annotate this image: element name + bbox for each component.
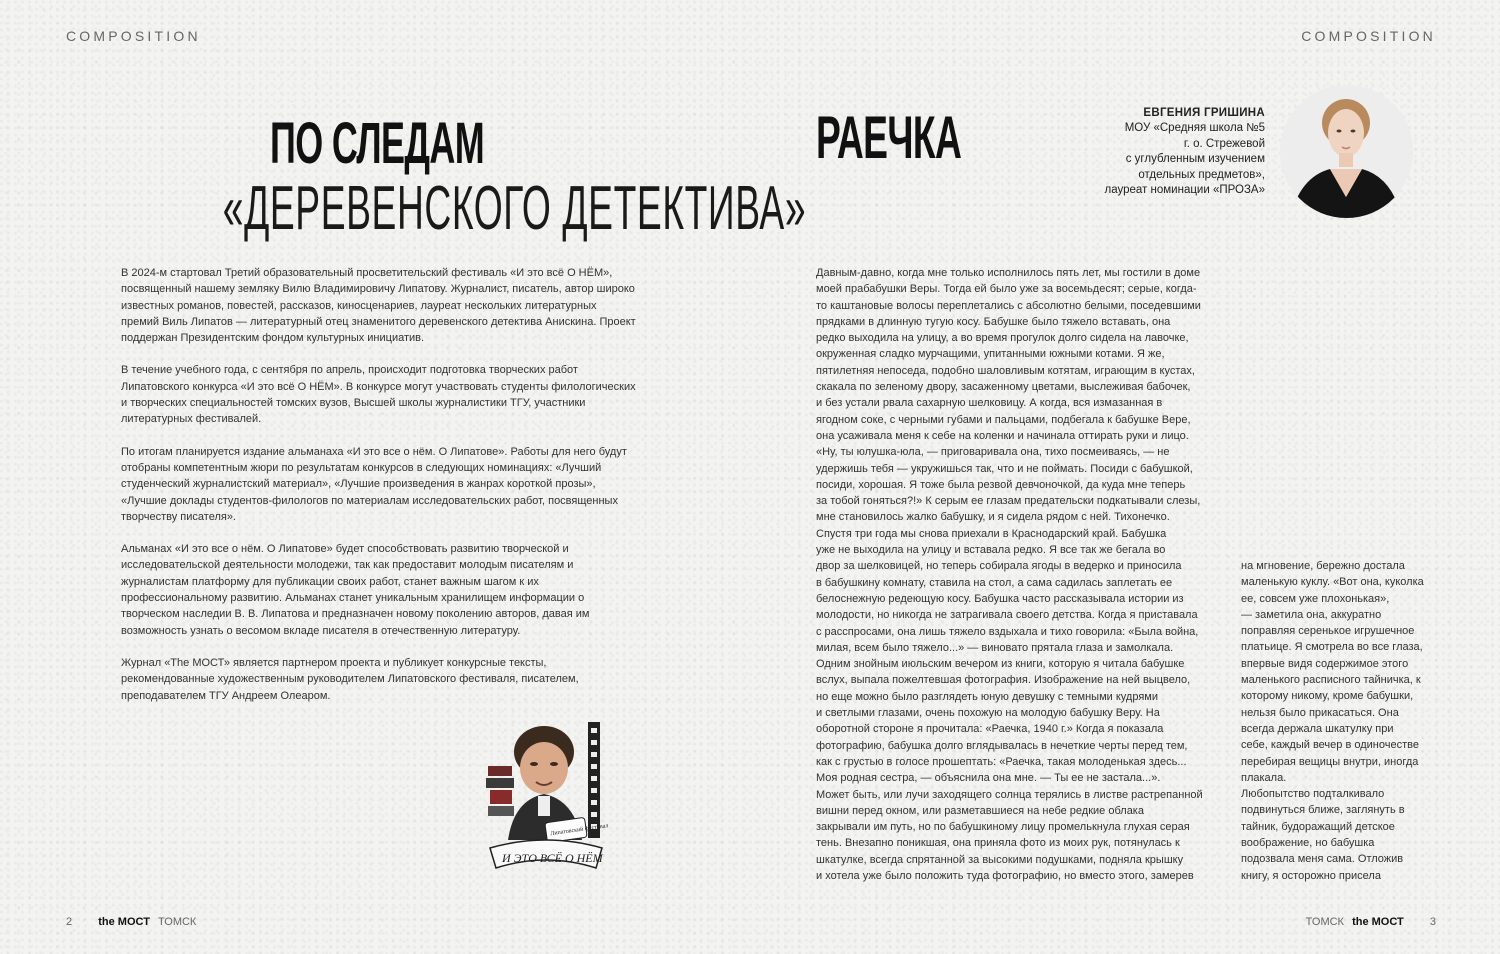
story-line: редко выходила на улицу, а во время прогулок долго сидела на лавочке,	[816, 332, 1189, 345]
story-line: тень. Внезапно поникшая, она приняла фото из моих рук, потянулась к	[816, 837, 1180, 850]
story-line: «Ну, ты юлушка-юла, — приговаривала она, тихо посмеиваясь, — не	[816, 446, 1170, 459]
story-line: удержишь тебя — укружишься так, что и не поймать. Посиди с бабушкой,	[816, 462, 1193, 475]
story-line: пятилетняя непоседа, подобно шаловливым котятам, играющим в кустах,	[816, 364, 1195, 377]
emblem-banner-text: И ЭТО ВСЁ О НЁМ	[502, 851, 603, 865]
left-title	[120, 111, 807, 243]
story-line: перебирая вещицы внутри, иногда	[1241, 755, 1419, 768]
story-line: шкатулке, всегда спрятанной за высокими подушками, подняла крышку	[816, 853, 1184, 866]
story-line: но еще можно было разглядеть юную девушку с темными кудрями	[816, 690, 1158, 703]
author-line: лауреат номинации «ПРОЗА»	[1104, 184, 1265, 197]
story-line: милая, всем было тяжело...» — виновато прятала глаза и замолкала.	[816, 641, 1174, 654]
story-line: двор за шелковицей, но теперь собирала ягоды в ведерко и приносила	[816, 560, 1182, 573]
story-line: и без устали рвала сахарную шелковицу. А когда, вся измазанная в	[816, 397, 1163, 410]
left-article-body	[121, 265, 636, 720]
story-line: и светлыми глазами, очень похожую на молодую бабушку Веру. На	[816, 707, 1160, 720]
story-line: белоснежную редеющую косу. Бабушка часто рассказывала истории из	[816, 592, 1184, 605]
left-title-line2: «ДЕРЕВЕНСКОГО ДЕТЕКТИВА»	[222, 174, 807, 243]
brand-left: the МОСТ	[98, 916, 150, 928]
story-line: как с грустью в голосе прошептать: «Раечка, такая молоденькая здесь...	[816, 755, 1187, 768]
author-name: ЕВГЕНИЯ ГРИШИНА	[1143, 107, 1265, 119]
story-line: скакала по зеленому двору, засаженному цветами, выслеживая бабочек,	[816, 381, 1191, 394]
right-title: РАЕЧКА	[816, 104, 962, 171]
left-paragraph: Журнал «The МОСТ» является партнером проекта и публикует конкурсные тексты, рекомендованные художественным руководителем Липатовского фестиваля, писателем, преподавателем ТГУ Андреем Олеаром.	[121, 656, 579, 702]
author-info	[1040, 106, 1265, 198]
story-line: она усаживала меня к себе на коленки и начинала оттирать руки и лицо.	[816, 429, 1189, 442]
footer-right	[1306, 916, 1436, 928]
story-line: Одним знойным июльским вечером из книги, которую я читала бабушке	[816, 658, 1185, 671]
story-line: вишни перед окном, или разметавшиеся на небе редкие облака	[816, 804, 1144, 817]
brand-right: the МОСТ	[1352, 916, 1404, 928]
story-line: и хотела уже было положить туда фотографию, но вместо этого, замерев	[816, 869, 1194, 882]
left-paragraph: Альманах «И это все о нём. О Липатове» будет способствовать развитию творческой и исследовательской деятельности молодежи, так как предоставит молодым писателям и журналистам платформу для публикации своих работ, станет важным шагом к их профессиональному развитию. Альманах станет уникальным хранилищем информации о творческом наследии В. В. Липатова и предназначен новому поколению авторов, давая им возможность узнать о весомом вкладе писателя в отечественную литературу.	[121, 543, 590, 637]
story-line: мне становилось жалко бабушку, и я сидела рядом с ней. Тихонечко.	[816, 511, 1170, 524]
left-paragraph: В 2024-м стартовал Третий образовательный просветительский фестиваль «И это всё О НЁМ», посвященный нашему земляку Вилю Владимировичу Липатову. Журналист, писатель, автор широко известных романов, повестей, рассказов, киносценариев, лауреат нескольких литературных премий Виль Липатов — литературный отец знаменитого деревенского детектива Анискина. Проект поддержан Президентским фондом культурных инициатив.	[121, 267, 636, 345]
story-line: Любопытство подталкивало	[1241, 788, 1385, 801]
story-line: Спустя три года мы снова приехали в Краснодарский край. Бабушка	[816, 527, 1167, 540]
story-line: оборотной стороне я прочитала: «Раечка, 1940 г.» Когда я показала	[816, 723, 1164, 736]
story-column-1	[816, 265, 1236, 884]
story-line: воображение, но бабушка	[1241, 837, 1375, 850]
page-number-right: 3	[1429, 916, 1436, 928]
story-line: подвинуться ближе, заглянуть в	[1241, 804, 1405, 817]
story-line: всегда держала шкатулку при	[1241, 722, 1394, 735]
author-photo	[1280, 85, 1413, 218]
page-number-left: 2	[66, 916, 73, 928]
story-line: впервые видя содержимое этого	[1241, 657, 1409, 670]
festival-emblem	[484, 720, 608, 878]
story-line: закрывали им путь, но по бабушкиному лицу промелькнула глухая серая	[816, 821, 1190, 834]
section-label-left: COMPOSITION	[66, 28, 201, 44]
story-line: платьице. Я смотрела во все глаза,	[1241, 641, 1423, 654]
left-paragraph: В течение учебного года, с сентября по апрель, происходит подготовка творческих работ Липатовского конкурса «И это всё О НЁМ». В конкурсе могут участвовать студенты филологических и творческих специальностей томских вузов, Высшей школы журналистики ТГУ, участники литературных фестивалей.	[121, 364, 636, 426]
story-line: Давным-давно, когда мне только исполнилось пять лет, мы гостили в доме	[816, 267, 1201, 279]
story-line: плакала.	[1241, 771, 1287, 784]
story-line: в бабушкину комнату, ставила на стол, а сама садилась заплетать ее	[816, 576, 1173, 589]
story-line: Может быть, или лучи заходящего солнца терялись в листве растрепанной	[816, 788, 1203, 801]
author-line: отдельных предметов»,	[1138, 168, 1265, 181]
author-line: с углубленным изучением	[1125, 153, 1265, 166]
story-line: книгу, я осторожно присела	[1241, 869, 1381, 882]
story-line: поправляя серенькое игрушечное	[1241, 625, 1415, 638]
story-line: тайник, будоражащий детское	[1241, 820, 1395, 833]
story-line: прядками в длинную тугую косу. Бабушке было тяжело вставать, она	[816, 315, 1171, 328]
story-line: уже не выходила на улицу и вставала редко. Я все так же бегала во	[816, 544, 1166, 557]
story-line: с расспросами, она лишь тяжело вздыхала и тихо говорила: «Была война,	[816, 625, 1199, 638]
story-line: посиди, хорошая. Я тоже была резвой девчоночкой, да куда мне теперь	[816, 478, 1186, 491]
story-line: — заметила она, аккуратно	[1241, 608, 1382, 621]
story-line: окруженная сладко мурчащими, упитанными южными котами. Я же,	[816, 348, 1165, 361]
story-line: ягодном соке, с черными губами и пальцами, подбегала к бабушке Вере,	[816, 413, 1191, 426]
story-line: моей прабабушки Веры. Тогда ей было уже за восемьдесят; серые, когда-	[816, 283, 1197, 296]
left-paragraph: По итогам планируется издание альманаха «И это все о нём. О Липатове». Работы для него будут отобраны компетентным жюри по результатам конкурсов в следующих номинациях: «Лучший студенческий журналистский материал», «Лучшие произведения в жанрах короткой прозы», «Лучшие доклады студентов-филологов по материалам исследовательских работ, посвященных творчеству писателя».	[121, 445, 627, 523]
city-right: ТОМСК	[1305, 916, 1344, 928]
story-line: вслух, выпала пожелтевшая фотография. Изображение на ней выцвело,	[816, 674, 1191, 687]
city-left: ТОМСК	[158, 916, 197, 928]
author-line: г. о. Стрежевой	[1183, 137, 1265, 150]
story-line: Моя родная сестра, — объяснила она мне. — Ты ее не застала...».	[816, 772, 1161, 785]
author-line: МОУ «Средняя школа №5	[1124, 122, 1265, 135]
footer-left	[66, 916, 196, 928]
story-line: фотографию, бабушка долго вглядывалась в нечеткие черты перед тем,	[816, 739, 1188, 752]
story-line: подозвала меня сама. Отложив	[1241, 853, 1404, 866]
story-line: за тобой гоняться?!» К серым ее глазам предательски подкатывали слезы,	[816, 495, 1201, 508]
story-line: то каштановые волосы переплетались с абсолютно белыми, поседевшими	[816, 299, 1201, 312]
festival-emblem-illustration	[484, 720, 608, 878]
story-line: молодости, но никогда не затрагивала своего детства. Когда я приставала	[816, 609, 1198, 622]
section-label-right: COMPOSITION	[1301, 28, 1436, 44]
story-line: ее, совсем уже плохонькая»,	[1241, 592, 1390, 605]
story-line: маленькую куклу. «Вот она, куколка	[1241, 576, 1424, 589]
story-column-2	[1241, 558, 1441, 884]
story-line: на мгновение, бережно достала	[1241, 560, 1405, 572]
story-line: себе, каждый вечер в одиночестве	[1241, 739, 1419, 752]
story-line: нельзя было прикасаться. Она	[1241, 706, 1399, 719]
story-line: маленького расписного тайничка, к	[1241, 674, 1421, 687]
story-line: которому никому, кроме бабушки,	[1241, 690, 1414, 703]
emblem-badge-text: Липатовский фестиваль	[550, 822, 608, 838]
left-title-line1: ПО СЛЕДАМ	[269, 111, 485, 176]
